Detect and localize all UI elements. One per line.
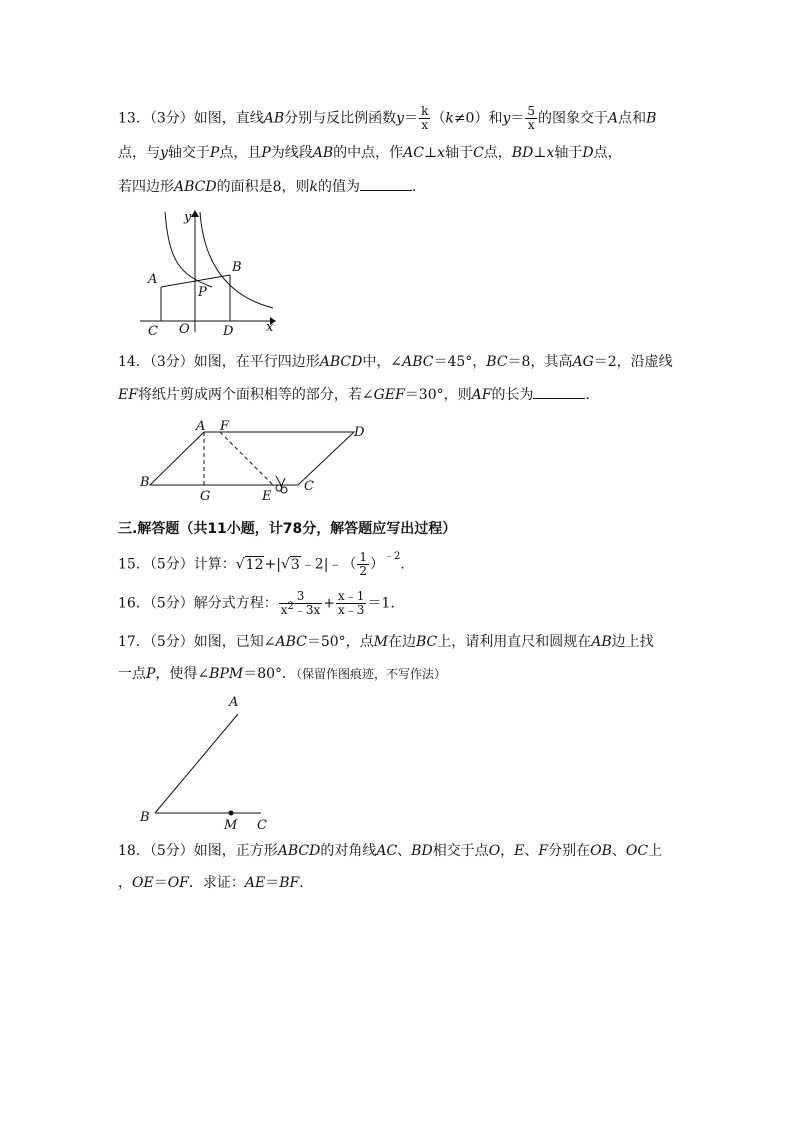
fraction-k-over-x (419, 105, 430, 132)
text: x (437, 145, 446, 161)
text: 17．（5分）如图，已知∠ (118, 634, 276, 650)
fraction-3-over-x2-3x (279, 590, 323, 617)
text: + (323, 595, 336, 612)
answer-blank[interactable] (533, 384, 585, 399)
text: ＝50°，点 (306, 634, 374, 650)
text: 点， (483, 145, 512, 161)
text: ， (500, 843, 515, 859)
sqrt-12: 12 (245, 556, 264, 573)
text: ． (585, 387, 600, 403)
cut-line-ef (220, 432, 273, 485)
text: y (160, 145, 168, 161)
denominator: 2 (359, 564, 368, 578)
sqrt-3: 3 (290, 556, 300, 573)
text: 的面积是8，则 (216, 179, 310, 195)
text: ． (412, 179, 427, 195)
label-e: E (262, 489, 272, 504)
q17-figure (138, 692, 288, 832)
text: 18．（5分）如图，正方形 (118, 843, 278, 859)
text: O (488, 843, 501, 859)
section-heading: 三.解答题（共11小题，计78分，解答题应写出过程） (118, 521, 457, 537)
text: E (514, 843, 525, 859)
label-g: G (200, 489, 211, 504)
numerator: 5 (527, 104, 536, 118)
text: BD (511, 145, 534, 161)
text: 14．（3分）如图，在平行四边形 (118, 354, 320, 370)
sqrt-sign: √ (280, 556, 290, 573)
text: 在边 (388, 634, 416, 650)
exponent: ﹣2 (384, 551, 401, 562)
text: 点，与 (118, 145, 160, 161)
denominator: x (527, 118, 535, 132)
note: （保留作图痕迹，不写作法） (296, 667, 447, 681)
text: B (646, 110, 657, 127)
text: F (538, 843, 549, 859)
text: x (546, 145, 555, 161)
text: y (396, 110, 405, 127)
text: 一点 (118, 666, 146, 682)
label-a: A (229, 695, 239, 710)
text: ⊥ (533, 145, 547, 161)
q17-line-2 (118, 664, 446, 684)
text: 点和 (618, 110, 647, 127)
text: BC (416, 634, 438, 650)
q14-line-1 (118, 352, 673, 372)
text: ＝80°． (243, 666, 297, 682)
point-m (229, 811, 234, 816)
parallelogram-abcd (150, 432, 354, 485)
text: 边上找 (611, 634, 654, 650)
text: 轴于 (445, 145, 474, 161)
text: 将纸片剪成两个面积相等的部分，若∠ (137, 387, 374, 403)
text: 轴于 (554, 145, 583, 161)
text: M (373, 634, 388, 650)
ray-ba (155, 714, 238, 813)
label-d: D (354, 425, 365, 440)
q15-line (118, 551, 414, 578)
text: 16．（5分）解分式方程： (118, 595, 278, 612)
text: ABCD (319, 354, 363, 370)
fraction-one-half (357, 551, 369, 578)
label-c: C (257, 818, 267, 833)
numerator: x﹣1 (338, 589, 365, 603)
denominator: x﹣3 (338, 603, 365, 617)
q14-line-2 (118, 384, 599, 405)
denominator: x (421, 118, 429, 132)
numerator: k (421, 104, 429, 118)
text: OB (590, 843, 612, 859)
sqrt-sign: √ (235, 556, 245, 573)
text: AE (244, 875, 266, 891)
text: 为线段 (270, 145, 313, 161)
text: AC (403, 145, 424, 161)
text: ABCD (174, 179, 217, 195)
text: 点， (593, 145, 622, 161)
label-x: x (266, 320, 274, 335)
text: ．求证： (188, 875, 245, 891)
numerator: 3 (279, 590, 323, 604)
y-axis-arrow (191, 210, 199, 217)
text: （ (431, 110, 446, 127)
text: k (309, 179, 319, 195)
text: OC (625, 843, 649, 859)
label-c: C (304, 479, 314, 494)
label-a: A (148, 272, 158, 287)
text: ＝8，其高 (507, 354, 573, 370)
text: ＝ (265, 875, 280, 891)
text: AC (376, 843, 398, 859)
text: BC (486, 354, 508, 370)
text: ） (370, 556, 385, 573)
text: k (445, 110, 454, 127)
text: ⊥ (424, 145, 438, 161)
text: +| (264, 556, 281, 573)
text: AB (263, 110, 285, 127)
text: ＝1． (367, 595, 405, 612)
text: 、 (524, 843, 539, 859)
text: ， (118, 875, 132, 891)
text: 中，∠ (362, 354, 403, 370)
text: P (261, 145, 271, 161)
q18-line-1 (118, 841, 662, 861)
numerator: 1 (359, 550, 368, 564)
text: ＝45°， (433, 354, 487, 370)
q16-line (118, 590, 404, 617)
label-f: F (220, 419, 230, 434)
text: AG (572, 354, 594, 370)
q14-figure (138, 418, 378, 508)
text: 轴交于 (167, 145, 210, 161)
label-b: B (140, 475, 150, 490)
label-a: A (196, 419, 206, 434)
q18-line-2 (118, 873, 313, 893)
text: 的中点，作 (333, 145, 404, 161)
text: D (582, 145, 594, 161)
text: 相交于点 (432, 843, 489, 859)
text: 上 (648, 843, 663, 859)
text: 的长为 (491, 387, 534, 403)
text: ，使得∠ (155, 666, 210, 682)
text: 13．（3分）如图，直线 (118, 110, 264, 127)
text: ABCD (277, 843, 321, 859)
text: AB (312, 145, 334, 161)
exponent: 2 (287, 601, 294, 612)
text: ． (400, 556, 415, 573)
q17-line-1 (118, 632, 654, 652)
label-b: B (140, 810, 150, 825)
text: ABC (402, 354, 434, 370)
q13-figure (140, 207, 290, 342)
text: 的图象交于 (538, 110, 609, 127)
text: y (502, 110, 511, 127)
fraction-x-1-over-x-3 (336, 590, 366, 617)
label-p: P (198, 285, 207, 300)
text: ＝30°，则 (404, 387, 472, 403)
label-c: C (148, 324, 158, 339)
q13-line-2 (118, 143, 622, 163)
label-d: D (223, 324, 234, 339)
text: ≠0）和 (453, 110, 503, 127)
text: EF (118, 387, 138, 403)
text: ＝2，沿虚线 (593, 354, 673, 370)
text: 分别与反比例函数 (284, 110, 397, 127)
label-b: B (232, 260, 242, 275)
text: ． (299, 875, 314, 891)
text: P (209, 145, 220, 161)
text: 的对角线 (320, 843, 377, 859)
text: P (146, 666, 156, 682)
text: ＝ (404, 110, 419, 127)
text: GEF (373, 387, 405, 403)
label-o: O (179, 322, 190, 337)
text: ﹣2|﹣（ (300, 556, 357, 573)
label-m: M (224, 818, 238, 833)
text: BPM (209, 666, 244, 682)
text: OF (167, 875, 189, 891)
text: ABC (275, 634, 307, 650)
denominator (279, 601, 323, 617)
text: 上，请利用直尺和圆规在 (437, 634, 592, 650)
text: 、 (397, 843, 412, 859)
text: 的值为 (318, 179, 361, 195)
text: 若四边形 (118, 179, 174, 195)
label-y: y (184, 210, 192, 225)
text: C (473, 145, 484, 161)
text: x (280, 603, 288, 617)
text: 15．（5分）计算： (118, 556, 236, 573)
text: BD (411, 843, 433, 859)
text: BF (279, 875, 300, 891)
text: A (608, 110, 619, 127)
q13-line-3 (118, 176, 426, 197)
text: AB (591, 634, 612, 650)
text: 、 (611, 843, 626, 859)
text: AF (471, 387, 492, 403)
answer-blank[interactable] (360, 176, 412, 191)
text: 点，且 (219, 145, 262, 161)
text: ＝ (153, 875, 168, 891)
fraction-5-over-x (525, 105, 537, 132)
text: ﹣3x (293, 603, 321, 617)
q13-line-1 (118, 105, 656, 132)
text: 分别在 (548, 843, 591, 859)
text: OE (132, 875, 154, 891)
text: ＝ (510, 110, 525, 127)
